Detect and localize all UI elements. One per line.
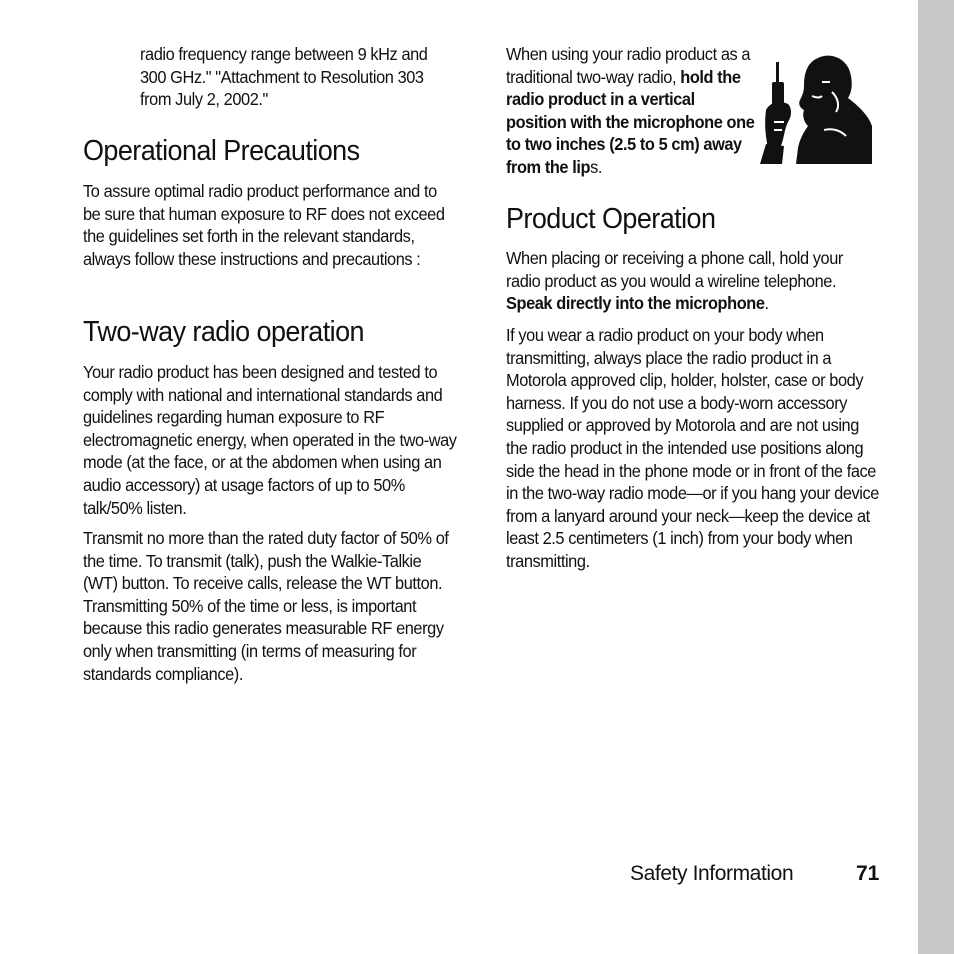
heading-operational-precautions: Operational Precautions bbox=[83, 135, 360, 167]
operational-precautions-paragraph: To assure optimal radio product performance and to be sure that human exposure to RF does not exceed the guidelines set forth in the relevant standards, always follow these instructions and precautions : bbox=[83, 181, 445, 269]
radio-usage-text: When using your radio product as a traditional two-way radio, bbox=[506, 44, 751, 87]
heading-two-way-radio-operation: Two-way radio operation bbox=[83, 316, 365, 348]
page-edge-tab bbox=[918, 0, 954, 954]
page-number: 71 bbox=[856, 862, 880, 885]
radio-usage-paragraph bbox=[506, 43, 757, 179]
phone-call-text: When placing or receiving a phone call, hold your radio product as you would a wireline telephone. bbox=[506, 248, 843, 291]
speak-directly-tail: . bbox=[764, 293, 769, 314]
speak-directly-bold: Speak directly into the microphone bbox=[506, 293, 765, 314]
radio-usage-bold: hold the radio product in a vertical position with the microphone one to two inches (2.5 to 5 cm) away from the lip bbox=[506, 66, 755, 177]
heading-product-operation: Product Operation bbox=[506, 203, 716, 235]
two-way-paragraph-2: Transmit no more than the rated duty factor of 50% of the time. To transmit (talk), push the Walkie-Talkie (WT) button. To receive calls, release the WT button. Transmitting 50% of the time or less, is important because this radio generates measurable RF energy only when transmitting (in terms of measuring for standards compliance). bbox=[83, 528, 449, 684]
product-operation-paragraph-1 bbox=[506, 247, 880, 315]
footer-section-label: Safety Information bbox=[630, 862, 794, 885]
person-holding-radio-icon bbox=[760, 52, 874, 164]
continued-paragraph: radio frequency range between 9 kHz and 300 GHz." "Attachment to Resolution 303 from July 2, 2002." bbox=[140, 44, 428, 110]
product-operation-paragraph-2: If you wear a radio product on your body when transmitting, always place the radio product in a Motorola approved clip, holder, holster, case or body harness. If you do not use a body-worn accessory supplied or approved by Motorola and are not using the radio product in the intended use positions along side the head in the phone mode or in front of the face in the two-way radio mode—or if you hang your device from a lanyard around your neck—keep the device at least 2.5 centimeters (1 inch) from your body when transmitting. bbox=[506, 325, 879, 571]
two-way-paragraph-1: Your radio product has been designed and tested to comply with national and international standards and guidelines regarding human exposure to RF electromagnetic energy, when operated in the two-way mode (at the face, or at the abdomen when using an audio accessory) at usage factors of up to 50% talk/50% listen. bbox=[83, 362, 457, 518]
radio-usage-tail: s. bbox=[590, 156, 602, 177]
